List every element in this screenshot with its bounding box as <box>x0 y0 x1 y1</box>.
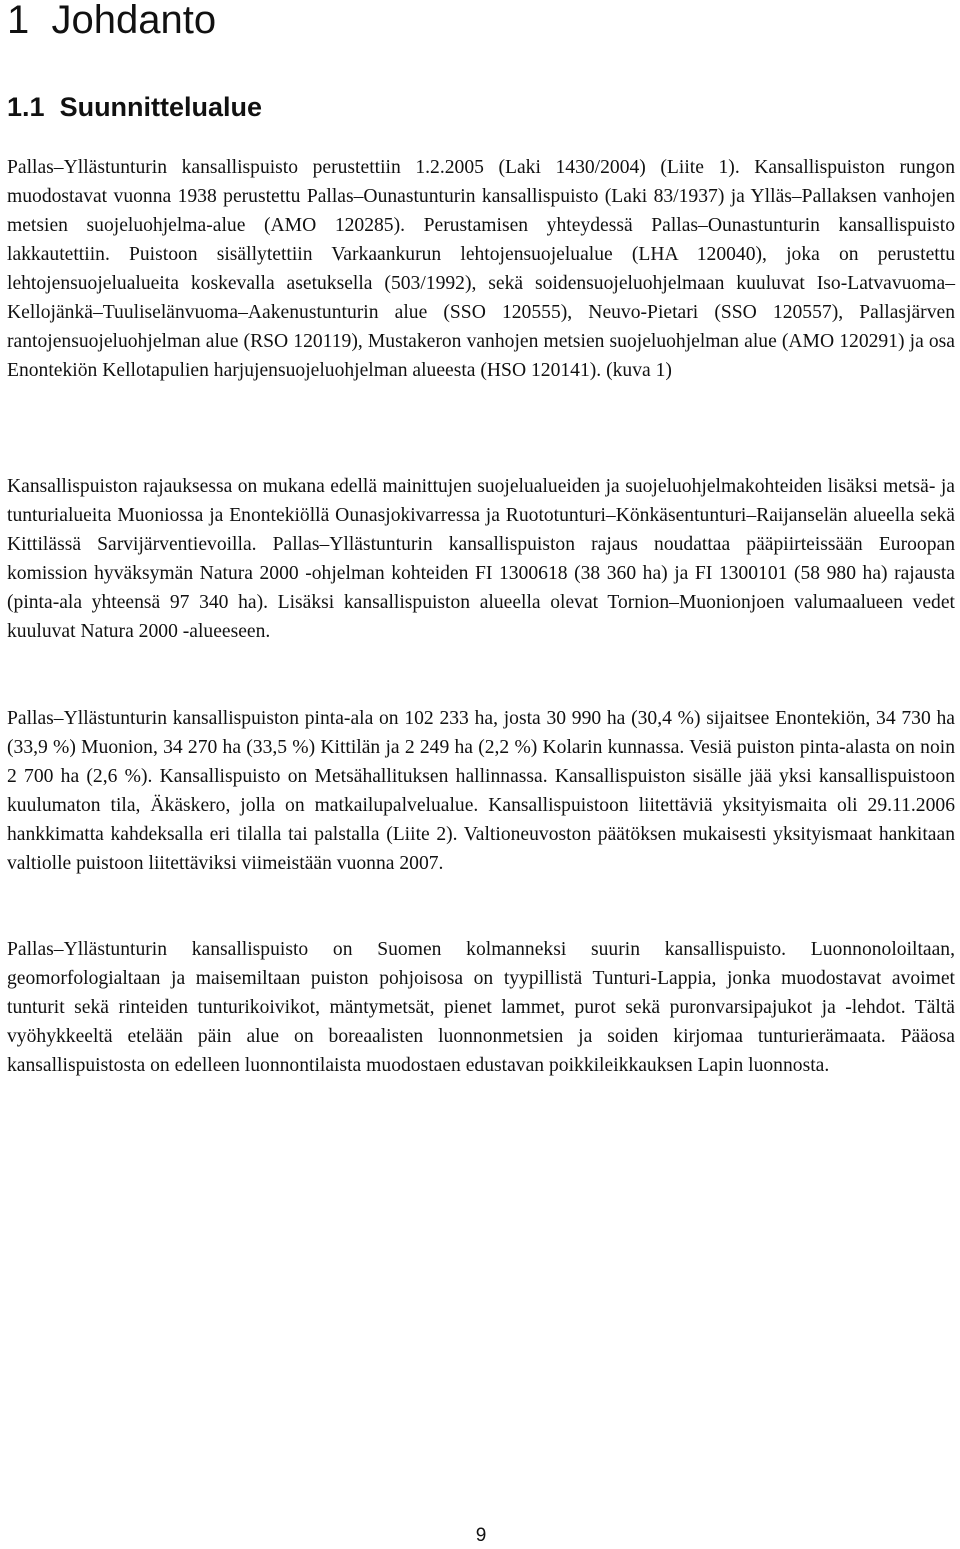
section-number: 1.1 <box>7 92 45 122</box>
page-number: 9 <box>475 1525 487 1546</box>
body-paragraph: Pallas–Yllästunturin kansallispuisto perustettiin 1.2.2005 (Laki 1430/2004) (Liite 1). Kansallispuiston rungon muodostavat vuonna 1938 perustettu Pallas–Ounastunturin kansallispuisto (Laki 83/1937) ja Ylläs–Pallaksen vanhojen metsien suojeluohjelma-alue (AMO 120285). Perustamisen yhteydessä Pallas–Ounastunturin kansallispuisto lakkautettiin. Puistoon sisällytettiin Varkaankurun lehtojensuojelualue (LHA 120040), joka on perustettu lehtojensuojelualueita koskevalla asetuksella (503/1992), sekä soidensuojeluohjelmaan kuuluvat Iso-Latvavuoma–Kellojänkä–Tuuliselänvuoma–Aakenustunturin alue (SSO 120555), Neuvo-Pietari (SSO 120557), Pallasjärven rantojensuojeluohjelman alue (RSO 120119), Mustakeron vanhojen metsien suojeluohjelman alue (AMO 120291) ja osa Enontekiön Kellotapulien harjujensuojeluohjelman alueesta (HSO 120141). (kuva 1) <box>7 157 955 381</box>
chapter-title: Johdanto <box>51 0 217 42</box>
section-heading <box>7 89 262 125</box>
body-paragraph: Kansallispuiston rajauksessa on mukana edellä mainittujen suojelualueiden ja suojeluohjelmakohteiden lisäksi metsä- ja tunturialueita Muoniossa ja Enontekiöllä Ounasjokivarressa ja Ruototunturi–Könkäsentunturi–Raijanselän alueella sekä Kittilässä Sarvijärventievoilla. Pallas–Yllästunturin kansallispuiston rajaus noudattaa pääpiirteissään Euroopan komission hyväksymän Natura 2000 -ohjelman kohteiden FI 1300618 (38 360 ha) ja FI 1300101 (58 980 ha) rajausta (pinta-ala yhteensä 97 340 ha). Lisäksi kansallispuiston alueella olevat Tornion–Muonionjoen valumaalueen vedet kuuluvat Natura 2000 -alueeseen. <box>7 476 955 642</box>
section-title: Suunnittelualue <box>59 92 263 122</box>
body-paragraph: Pallas–Yllästunturin kansallispuisto on Suomen kolmanneksi suurin kansallispuisto. Luonnonoloiltaan, geomorfologialtaan ja maisemiltaan puiston pohjoisosa on tyypillistä Tunturi-Lappia, jonka muodostavat avoimet tunturit sekä rinteiden tunturikoivikot, mäntymetsät, pienet lammet, purot sekä puronvarsipajukot ja -lehdot. Tältä vyöhykkeeltä etelään päin alue on boreaalisten luonnonmetsien ja soiden kirjomaa tunturierämaata. Pääosa kansallispuistosta on edelleen luonnontilaista muodostaen edustavan poikkileikkauksen Lapin luonnosta. <box>7 939 955 1076</box>
chapter-number: 1 <box>7 0 30 42</box>
chapter-heading <box>7 0 216 44</box>
body-paragraph: Pallas–Yllästunturin kansallispuiston pinta-ala on 102 233 ha, josta 30 990 ha (30,4 %) sijaitsee Enontekiön, 34 730 ha (33,9 %) Muonion, 34 270 ha (33,5 %) Kittilän ja 2 249 ha (2,2 %) Kolarin kunnassa. Vesiä puiston pinta-alasta on noin 2 700 ha (2,6 %). Kansallispuisto on Metsähallituksen hallinnassa. Kansallispuiston sisälle jää yksi kansallispuistoon kuulumaton tila, Äkäskero, jolla on matkailupalvelualue. Kansallispuistoon liitettäviä yksityismaita oli 29.11.2006 hankkimatta kahdeksalla eri tilalla tai palstalla (Liite 2). Valtioneuvoston päätöksen mukaisesti yksityismaat hankitaan valtiolle puistoon liitettäviksi viimeistään vuonna 2007. <box>7 708 955 874</box>
